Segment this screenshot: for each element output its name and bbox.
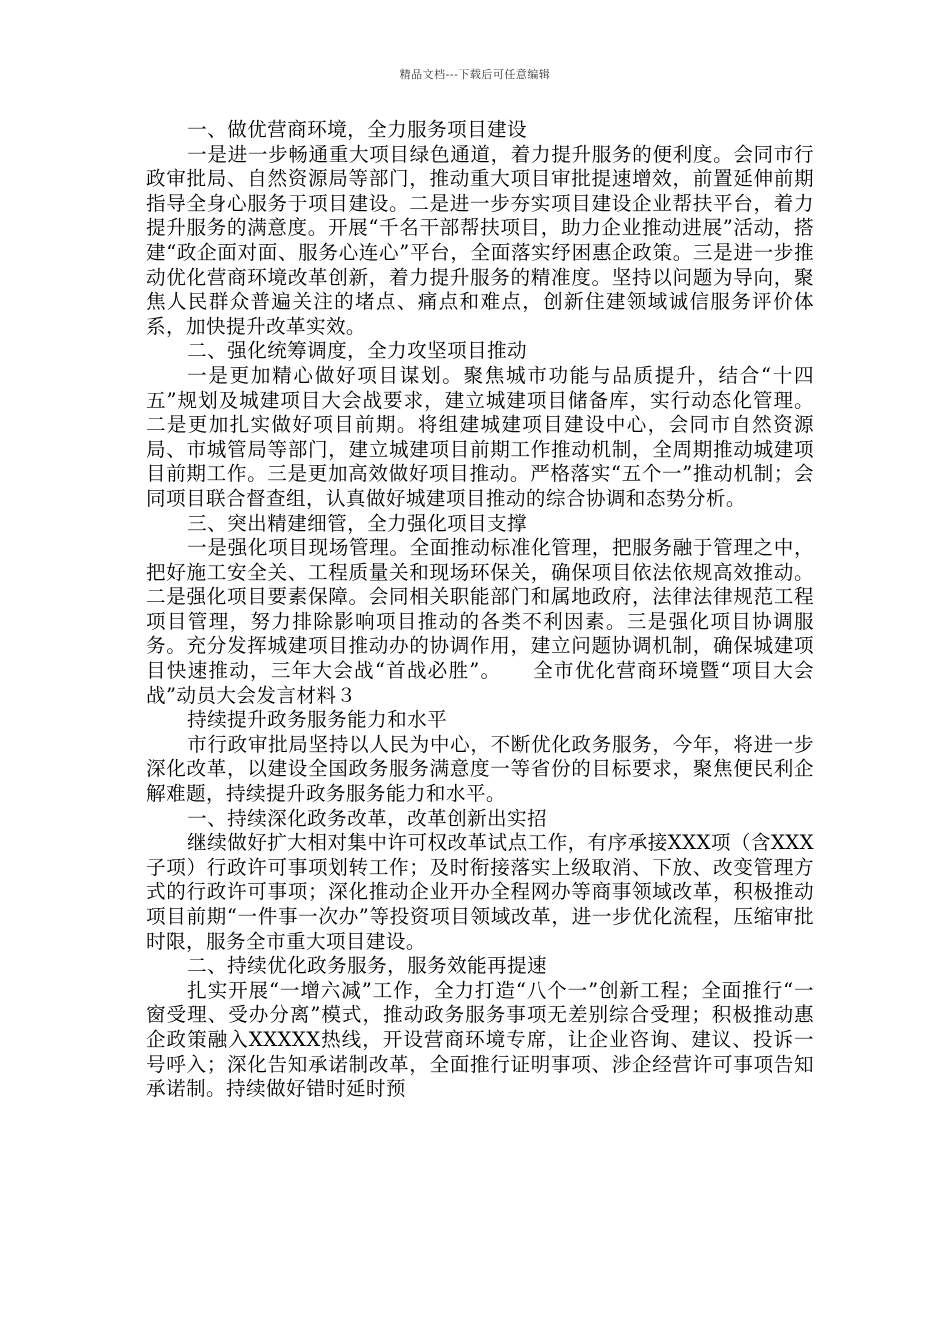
- section-heading-2: 二、强化统筹调度，全力攻坚项目推动: [187, 339, 528, 363]
- body-paragraph: 扎实开展“一增六减”工作，全力打造“八个一”创新工程；全面推行“一窗受理、受办分离”模式，推动政务服务事项无差别综合受理；积极推动惠企政策融入XXXXX热线，开设营商环境专席，让企业咨询、建议、投诉一号呼入；深化告知承诺制改革，全面推行证明事项、涉企经营许可事项告知承诺制。持续做好错时延时预: [146, 978, 814, 1101]
- body-paragraph: 继续做好扩大相对集中许可权改革试点工作，有序承接XXX项（含XXX子项）行政许可事项划转工作；及时衔接落实上级取消、下放、改变管理方式的行政许可事项；深化推动企业开办全程网办等商事领域改革，积极推动项目前期“一件事一次办”等投资项目领域改革，进一步优化流程，压缩审批时限，服务全市重大项目建设。: [146, 831, 814, 953]
- body-paragraph: 一是强化项目现场管理。全面推动标准化管理，把服务融于管理之中，把好施工安全关、工程质量关和现场环保关，确保项目依法依规高效推动。二是强化项目要素保障。会同相关职能部门和属地政府，法律法律规范工程项目管理，努力排除影响项目推动的各类不利因素。三是强化项目协调服务。充分发挥城建项目推动办的协调作用，建立问题协调机制，确保城建项目快速推动，三年大会战“首战必胜”。 全市优化营商环境暨“项目大会战”动员大会发言材料３: [146, 536, 814, 707]
- document-title: 持续提升政务服务能力和水平: [187, 708, 448, 732]
- section-heading-1: 一、做优营商环境，全力服务项目建设: [187, 118, 528, 141]
- section-heading-3: 三、突出精建细管，全力强化项目支撑: [187, 511, 528, 535]
- section-heading-5: 二、持续优化政务服务，服务效能再提速: [187, 954, 548, 978]
- body-paragraph: 一是进一步畅通重大项目绿色通道，着力提升服务的便利度。会同市行政审批局、自然资源局等部门，推动重大项目审批提速增效，前置延伸前期指导全身心服务于项目建设。二是进一步夯实项目建设企业帮扶平台，着力提升服务的满意度。开展“千名干部帮扶项目，助力企业推动进展”活动，搭建“政企面对面、服务心连心”平台，全面落实纾困惠企政策。三是进一步推动优化营商环境改革创新，着力提升服务的精准度。坚持以问题为导向，聚焦人民群众普遍关注的堵点、痛点和难点，创新住建领域诚信服务评价体系，加快提升改革实效。: [146, 142, 814, 338]
- page-header: 精品文档---下载后可任意编辑: [399, 68, 551, 81]
- body-paragraph: 一是更加精心做好项目谋划。聚焦城市功能与品质提升，结合“十四五”规划及城建项目大会战要求，建立城建项目储备库，实行动态化管理。二是更加扎实做好项目前期。将组建城建项目建设中心，会同市自然资源局、市城管局等部门，建立城建项目前期工作推动机制，全周期推动城建项目前期工作。三是更加高效做好项目推动。严格落实“五个一”推动机制；会同项目联合督查组，认真做好城建项目推动的综合协调和态势分析。: [146, 363, 814, 510]
- section-heading-4: 一、持续深化政务改革，改革创新出实招: [187, 806, 548, 830]
- document-body: [146, 118, 814, 1102]
- body-paragraph: 市行政审批局坚持以人民为中心，不断优化政务服务，今年，将进一步深化改革，以建设全国政务服务满意度一等省份的目标要求，聚焦便民利企解难题，持续提升政务服务能力和水平。: [146, 732, 814, 806]
